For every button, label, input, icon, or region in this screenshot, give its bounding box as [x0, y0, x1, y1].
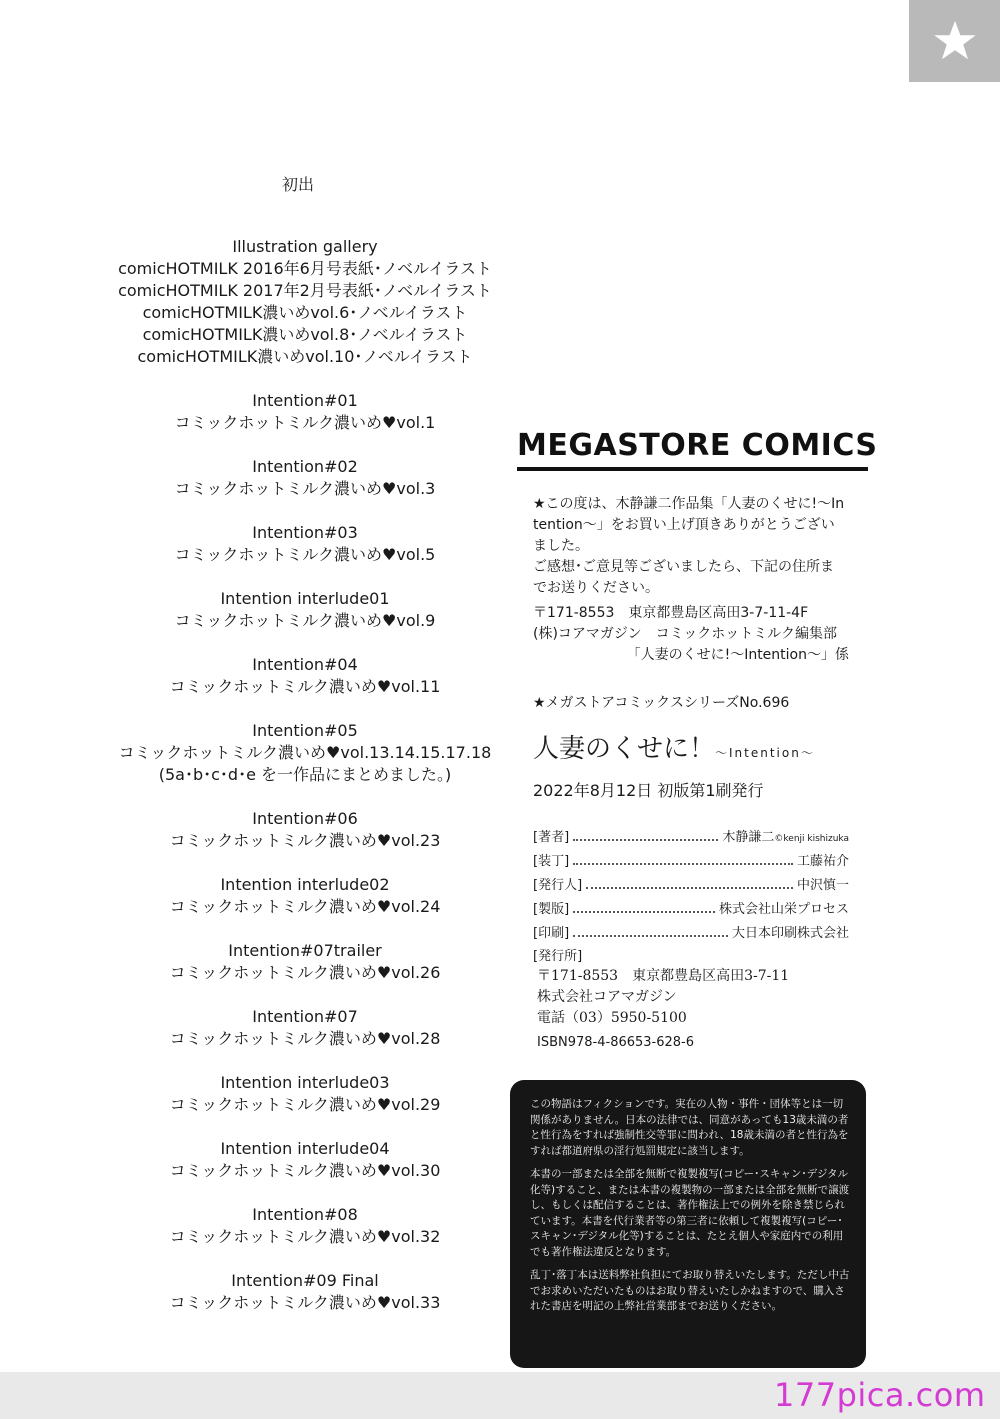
chapter-title: Intention#01: [252, 391, 358, 410]
gallery-line: comicHOTMILK濃いめvol.10･ノベルイラスト: [137, 347, 473, 366]
publisher-line: 株式会社コアマガジン: [537, 989, 677, 1005]
notice-paragraph: 本書の一部または全部を無断で複製複写(コピー･スキャン･デジタル化等)すること、または本書の複製物の一部または全部を無断で譲渡し、もしくは配信することは、著作権法上での例外を除き禁じられています。本書を代行業者等の第三者に依頼して複製複写(コピー･スキャン･デジタル化等)することは、たとえ個人や家庭内での利用でも著作権法違反となります。: [530, 1168, 850, 1258]
chapter-title: Intention#09 Final: [231, 1271, 379, 1290]
star-icon: [932, 18, 978, 64]
chapter-source: コミックホットミルク濃いめ♥vol.11: [169, 677, 441, 696]
chapter-title: Intention interlude01: [220, 589, 390, 608]
chapter-source: コミックホットミルク濃いめ♥vol.9: [174, 611, 436, 630]
first-publication-heading: 初出: [282, 175, 315, 194]
credit-key: [著者]: [533, 830, 570, 845]
chapter-entry: [100, 456, 510, 500]
legal-notice-box: [510, 1080, 866, 1368]
credit-copyright: ©kenji kishizuka: [774, 834, 849, 844]
publication-date: 2022年8月12日 初版第1刷発行: [533, 781, 764, 800]
chapter-title: Intention#03: [252, 523, 358, 542]
chapter-title: Intention#08: [252, 1205, 358, 1224]
logo-underline: [517, 467, 868, 471]
publisher-line: 〒171-8553 東京都豊島区高田3-7-11: [537, 968, 790, 984]
chapter-note: (5a･b･c･d･e を一作品にまとめました。): [158, 765, 452, 784]
chapter-title: Intention#07trailer: [228, 941, 382, 960]
chapter-entry: [100, 874, 510, 918]
imprint-logo: MEGASTORE COMICS: [517, 428, 878, 463]
chapter-source: コミックホットミルク濃いめ♥vol.29: [169, 1095, 441, 1114]
chapter-title: Intention interlude04: [220, 1139, 390, 1158]
chapter-entry: [100, 522, 510, 566]
credit-value: 株式会社山栄プロセス: [718, 902, 849, 917]
credit-key: [装丁]: [533, 854, 570, 869]
title-main: 人妻のくせに！: [533, 734, 716, 764]
chapter-source: コミックホットミルク濃いめ♥vol.1: [174, 413, 436, 432]
credit-value: 中沢慎一: [796, 878, 849, 893]
thanks-line: ご感想･ご意見等ございましたら、下記の住所ま: [533, 559, 834, 575]
chapter-title: Intention#02: [252, 457, 358, 476]
thanks-message: [533, 494, 863, 599]
leader-dots: [573, 829, 718, 841]
leader-dots: [573, 853, 793, 865]
chapter-entry: [100, 1138, 510, 1182]
chapter-source: コミックホットミルク濃いめ♥vol.30: [169, 1161, 441, 1180]
credit-value: [722, 826, 849, 845]
credits-list: [533, 826, 849, 946]
leader-dots: [573, 901, 715, 913]
publisher-heading: [発行所]: [533, 949, 583, 964]
chapter-title: Intention#05: [252, 721, 358, 740]
gallery-line: comicHOTMILK 2016年6月号表紙･ノベルイラスト: [118, 259, 492, 278]
gallery-line: Illustration gallery: [232, 237, 378, 256]
illustration-gallery-list: [100, 236, 510, 368]
thanks-line: ★この度は、木静謙二作品集「人妻のくせに!〜In: [533, 496, 845, 512]
chapter-source: コミックホットミルク濃いめ♥vol.13.14.15.17.18: [118, 743, 492, 762]
chapter-entry: [100, 1072, 510, 1116]
publisher-address: [537, 966, 789, 1029]
credit-key: [印刷]: [533, 926, 570, 941]
thanks-line: ました。: [533, 538, 589, 554]
chapter-entry: [100, 1270, 510, 1314]
chapter-entry: [100, 588, 510, 632]
chapter-entry: [100, 720, 510, 786]
thanks-line: でお送りください。: [533, 580, 659, 596]
chapter-entry: [100, 1006, 510, 1050]
chapter-source: コミックホットミルク濃いめ♥vol.32: [169, 1227, 441, 1246]
notice-paragraph: 乱丁･落丁本は送料弊社負担にてお取り替えいたします。ただし中古でお求めいただいたものはお取り替えいたしかねますので、購入された書店を明記の上弊社営業部までお送りください。: [530, 1269, 850, 1312]
publisher-line: 電話（03）5950-5100: [537, 1010, 687, 1026]
chapter-source: コミックホットミルク濃いめ♥vol.24: [169, 897, 441, 916]
leader-dots: [573, 925, 728, 937]
book-title: [533, 728, 815, 765]
series-number: ★メガストアコミックスシリーズNo.696: [533, 695, 790, 711]
chapter-entry: [100, 654, 510, 698]
credit-value: 工藤祐介: [796, 854, 849, 869]
chapter-entry: [100, 808, 510, 852]
gallery-line: comicHOTMILK濃いめvol.8･ノベルイラスト: [142, 325, 468, 344]
address-line: 〒171-8553 東京都豊島区高田3-7-11-4F: [533, 605, 809, 621]
chapter-entry: [100, 940, 510, 984]
letter-address: [533, 603, 849, 666]
leader-dots: [586, 877, 793, 889]
chapter-title: Intention#06: [252, 809, 358, 828]
chapter-title: Intention interlude03: [220, 1073, 390, 1092]
address-line: 「人妻のくせに!〜Intention〜」係: [626, 647, 849, 663]
credit-row: [533, 874, 849, 898]
chapter-source: コミックホットミルク濃いめ♥vol.23: [169, 831, 441, 850]
chapter-source: コミックホットミルク濃いめ♥vol.33: [169, 1293, 441, 1312]
thanks-line: tention〜」をお買い上げ頂きありがとうござい: [533, 517, 835, 533]
notice-paragraph: この物語はフィクションです。実在の人物・事件・団体等とは一切関係がありません。日本の法律では、同意があっても13歳未満の者と性行為をすれば強制性交等罪に問われ、18歳未満の者と性行為をすれば都道府県の淫行処罰規定に該当します。: [530, 1098, 849, 1157]
isbn: ISBN978-4-86653-628-6: [537, 1035, 695, 1050]
chapter-source: コミックホットミルク濃いめ♥vol.28: [169, 1029, 441, 1048]
chapter-title: Intention#07: [252, 1007, 358, 1026]
chapter-title: Intention interlude02: [220, 875, 390, 894]
chapter-entry: [100, 390, 510, 434]
credit-value: 大日本印刷株式会社: [731, 926, 849, 941]
credit-key: [発行人]: [533, 878, 583, 893]
credit-row: [533, 850, 849, 874]
credit-row: [533, 898, 849, 922]
gallery-line: comicHOTMILK 2017年2月号表紙･ノベルイラスト: [118, 281, 492, 300]
title-sub: 〜Intention〜: [715, 746, 815, 760]
address-line: (株)コアマガジン コミックホットミルク編集部: [533, 626, 838, 642]
chapter-title: Intention#04: [252, 655, 358, 674]
chapter-entry: [100, 1204, 510, 1248]
credit-name: 木静謙二: [722, 830, 775, 845]
chapter-source: コミックホットミルク濃いめ♥vol.5: [174, 545, 436, 564]
credit-row: [533, 922, 849, 946]
gallery-line: comicHOTMILK濃いめvol.6･ノベルイラスト: [142, 303, 468, 322]
chapter-source: コミックホットミルク濃いめ♥vol.3: [174, 479, 436, 498]
chapter-source: コミックホットミルク濃いめ♥vol.26: [169, 963, 441, 982]
site-watermark: 177pica.com: [774, 1376, 986, 1414]
credit-row: [533, 826, 849, 850]
corner-tab: [909, 0, 1000, 82]
credit-key: [製版]: [533, 902, 570, 917]
